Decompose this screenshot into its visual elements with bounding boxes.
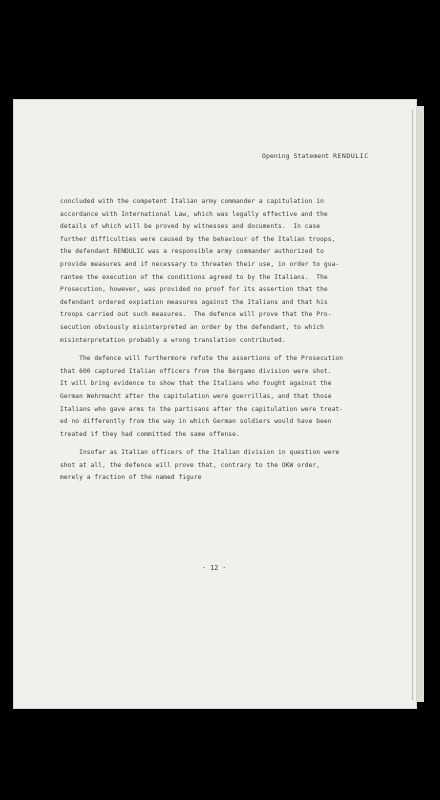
page-number: - 12 - <box>202 564 227 572</box>
paragraph <box>60 353 390 441</box>
page-edge-shadow <box>416 106 424 702</box>
text-line: German Wehrmacht after the capitulation were guerrillas, and that those <box>60 392 332 400</box>
text-line: provide measures and if necessary to threaten their use, in order to gua- <box>60 260 340 268</box>
text-line: troops carried out such measures. The defence will prove that the Pro- <box>60 311 332 319</box>
paragraph <box>60 447 390 485</box>
document-body <box>60 196 390 485</box>
text-line: Italians who gave arms to the partisans after the capitulation were treat- <box>60 405 344 413</box>
text-line: merely a fraction of the named figure <box>60 474 202 482</box>
text-line: Prosecution, however, was provided no proof for its assertion that the <box>60 286 328 294</box>
text-line: the defendant RENDULIC was a responsible army commander authorized to <box>60 248 324 256</box>
text-line: shot at all, the defence will prove that, contrary to the OKW order, <box>60 461 321 469</box>
text-line: secution obviously misinterpreted an order by the defendant, to which <box>60 323 324 331</box>
page-header <box>262 150 369 163</box>
text-line: ed no differently from the way in which German soldiers would have been <box>60 418 332 426</box>
text-line: rantee the execution of the conditions agreed to by the Italians. The <box>60 273 328 281</box>
text-line: details of which will be proved by witnesses and documents. In case <box>60 223 321 231</box>
text-line: The defence will furthermore refute the assertions of the Prosecution <box>60 355 344 363</box>
text-line: that 600 captured Italian officers from the Bergamo division were shot. <box>60 367 332 375</box>
paragraph <box>60 196 390 347</box>
page-edge-line <box>412 110 413 700</box>
header-name: RENDULIC <box>333 152 369 160</box>
text-line: defendant ordered expiation measures against the Italians and that his <box>60 298 328 306</box>
text-line: concluded with the competent Italian army commander a capitulation in <box>60 198 324 205</box>
text-line: treated if they had committed the same offense. <box>60 430 240 438</box>
text-line: further difficulties were caused by the behaviour of the Italian troops, <box>60 235 336 243</box>
text-line: misinterpretation probably a wrong translation contributed. <box>60 336 286 344</box>
text-line: It will bring evidence to show that the Italians who fought against the <box>60 380 332 388</box>
text-line: accordance with International Law, which was legally effective and the <box>60 210 328 218</box>
header-title: Opening Statement <box>262 152 330 160</box>
text-line: Insofar as Italian officers of the Italian division in question were <box>60 449 340 457</box>
